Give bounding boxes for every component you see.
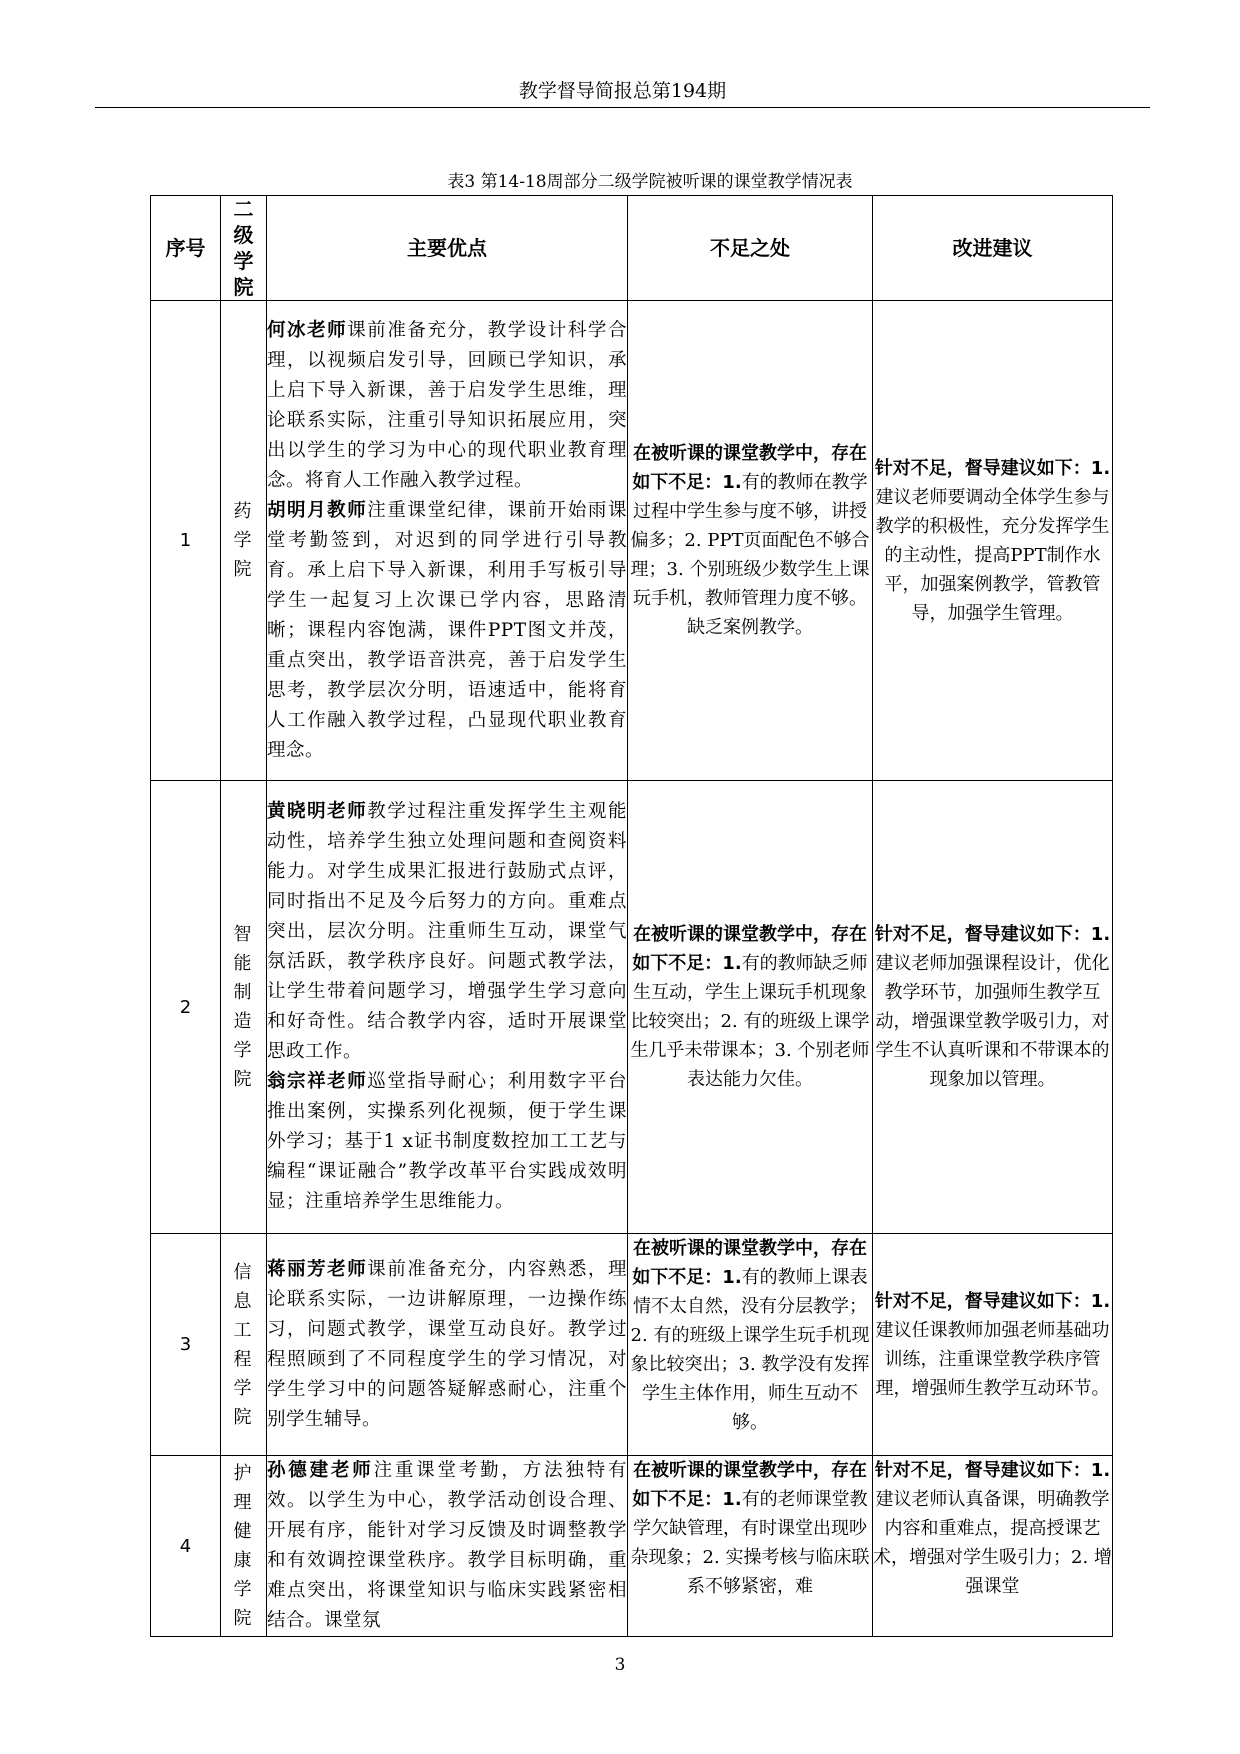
teacher-name: 黄晓明老师 — [267, 801, 368, 822]
row-strengths — [267, 301, 628, 781]
table-row — [151, 781, 1113, 1234]
teacher-name: 孙德建老师 — [267, 1460, 374, 1481]
teacher-name: 胡明月教师 — [267, 499, 368, 521]
suggestions-lead: 针对不足，督导建议如下：1. — [874, 457, 1111, 479]
teacher-comment: 注重课堂纪律，课前开始雨课堂考勤签到，对迟到的同学进行引导教育。承上启下导入新课，利用手写板引导学生一起复习上次课已学内容，思路清晰；课程内容饱满，课件PPT图文并茂，重点突出，教学语音洪亮，善于启发学生思考，教学层次分明，语速适中，能将育人工作融入教学过程，凸显现代职业教育理念。 — [267, 499, 627, 761]
shortcomings-text: 有的教师在教学过程中学生参与度不够，讲授偏多；2. PPT页面配色不够合理；3. 个别班级少数学生上课玩手机，教师管理力度不够。缺乏案例教学。 — [630, 472, 870, 638]
suggestions-lead: 针对不足，督导建议如下：1. — [874, 1460, 1111, 1481]
teacher-comment: 教学过程注重发挥学生主观能动性，培养学生独立处理问题和查阅资料能力。对学生成果汇报进行鼓励式点评，同时指出不足及今后努力的方向。重难点突出，层次分明。注重师生互动，课堂气氛活跃，教学秩序良好。问题式教学法，让学生带着问题学习，增强学生学习意向和好奇性。结合教学内容，适时开展课堂思政工作。 — [267, 801, 627, 1062]
row-index: 4 — [151, 1456, 221, 1637]
teacher-comment: 巡堂指导耐心；利用数字平台推出案例，实操系列化视频，便于学生课外学习；基于1 x证书制度数控加工工艺与编程“课证融合”教学改革平台实践成效明显；注重培养学生思维能力。 — [267, 1071, 627, 1212]
suggestions-lead: 针对不足，督导建议如下：1. — [874, 924, 1111, 945]
row-college: 信息工程学院 — [221, 1234, 267, 1456]
row-suggestions — [873, 301, 1113, 781]
suggestions-text: 建议任课教师加强老师基础功训练，注重课堂教学秩序管理，增强师生教学互动环节。 — [875, 1319, 1110, 1399]
row-suggestions — [873, 781, 1113, 1234]
teacher-name: 何冰老师 — [267, 319, 348, 341]
document-header: 教学督导简报总第194期 — [518, 80, 727, 102]
row-shortcomings — [628, 1234, 873, 1456]
table-row — [151, 1234, 1113, 1456]
row-suggestions — [873, 1234, 1113, 1456]
row-college: 护理健康学院 — [221, 1456, 267, 1637]
suggestions-text: 建议老师加强课程设计，优化教学环节，加强师生教学互动，增强课堂教学吸引力，对学生不认真听课和不带课本的现象加以管理。 — [875, 953, 1110, 1090]
row-shortcomings — [628, 301, 873, 781]
row-strengths — [267, 1234, 628, 1456]
suggestions-lead: 针对不足，督导建议如下：1. — [874, 1290, 1111, 1312]
shortcomings-lead: 在被听课的课堂教学中，存在如下不足：1. — [632, 1460, 867, 1510]
teacher-comment: 课前准备充分，内容熟悉，理论联系实际，一边讲解原理，一边操作练习，问题式教学，课堂互动良好。教学过程照顾到了不同程度学生的学习情况，对学生学习中的问题答疑解惑耐心，注重个别学生辅导。 — [267, 1258, 627, 1430]
row-index: 2 — [151, 781, 221, 1234]
table-caption: 表3 第14-18周部分二级学院被听课的课堂教学情况表 — [447, 172, 853, 192]
header-college: 二级学院 — [221, 196, 267, 301]
row-index: 3 — [151, 1234, 221, 1456]
teacher-comment: 注重课堂考勤，方法独特有效。以学生为中心，教学活动创设合理、开展有序，能针对学习反馈及时调整教学和有效调控课堂秩序。教学目标明确，重难点突出，将课堂知识与临床实践紧密相结合。课堂氛 — [267, 1460, 627, 1631]
row-college: 智能制造学院 — [221, 781, 267, 1234]
table-header-row — [151, 196, 1113, 301]
shortcomings-lead: 在被听课的课堂教学中，存在如下不足：1. — [632, 1238, 867, 1288]
row-college: 药学院 — [221, 301, 267, 781]
header-shortcomings: 不足之处 — [628, 196, 873, 301]
header-rule — [95, 107, 1150, 108]
row-shortcomings — [628, 781, 873, 1234]
header-strengths: 主要优点 — [267, 196, 628, 301]
shortcomings-lead: 在被听课的课堂教学中，存在如下不足：1. — [632, 924, 867, 974]
table-row — [151, 1456, 1113, 1637]
header-suggestions: 改进建议 — [873, 196, 1113, 301]
row-index: 1 — [151, 301, 221, 781]
teacher-name: 翁宗祥老师 — [267, 1071, 368, 1092]
suggestions-text: 建议老师要调动全体学生参与教学的积极性，充分发挥学生的主动性，提高PPT制作水平，加强案例教学，管教管导，加强学生管理。 — [875, 486, 1110, 624]
row-strengths — [267, 1456, 628, 1637]
row-suggestions — [873, 1456, 1113, 1637]
shortcomings-text: 有的老师课堂教学欠缺管理，有时课堂出现吵杂现象；2. 实操考核与临床联系不够紧密，难 — [630, 1489, 870, 1597]
suggestions-text: 建议老师认真备课，明确教学内容和重难点，提高授课艺术，增强对学生吸引力；2. 增强课堂 — [873, 1489, 1112, 1597]
row-shortcomings — [628, 1456, 873, 1637]
table-row — [151, 301, 1113, 781]
shortcomings-text: 有的教师缺乏师生互动，学生上课玩手机现象比较突出；2. 有的班级上课学生几乎未带课本；3. 个别老师表达能力欠佳。 — [630, 953, 870, 1090]
teacher-name: 蒋丽芳老师 — [267, 1258, 368, 1280]
teacher-comment: 课前准备充分，教学设计科学合理，以视频启发引导，回顾已学知识，承上启下导入新课，善于启发学生思维，理论联系实际，注重引导知识拓展应用，突出以学生的学习为中心的现代职业教育理念。将育人工作融入教学过程。 — [267, 319, 627, 491]
shortcomings-text: 有的教师上课表情不太自然，没有分层教学；2. 有的班级上课学生玩手机现象比较突出；3. 教学没有发挥学生主体作用，师生互动不够。 — [630, 1267, 870, 1433]
shortcomings-lead: 在被听课的课堂教学中，存在如下不足：1. — [632, 443, 867, 493]
page-number: 3 — [614, 1655, 626, 1675]
row-strengths — [267, 781, 628, 1234]
header-index: 序号 — [151, 196, 221, 301]
teaching-evaluation-table — [150, 195, 1113, 1637]
